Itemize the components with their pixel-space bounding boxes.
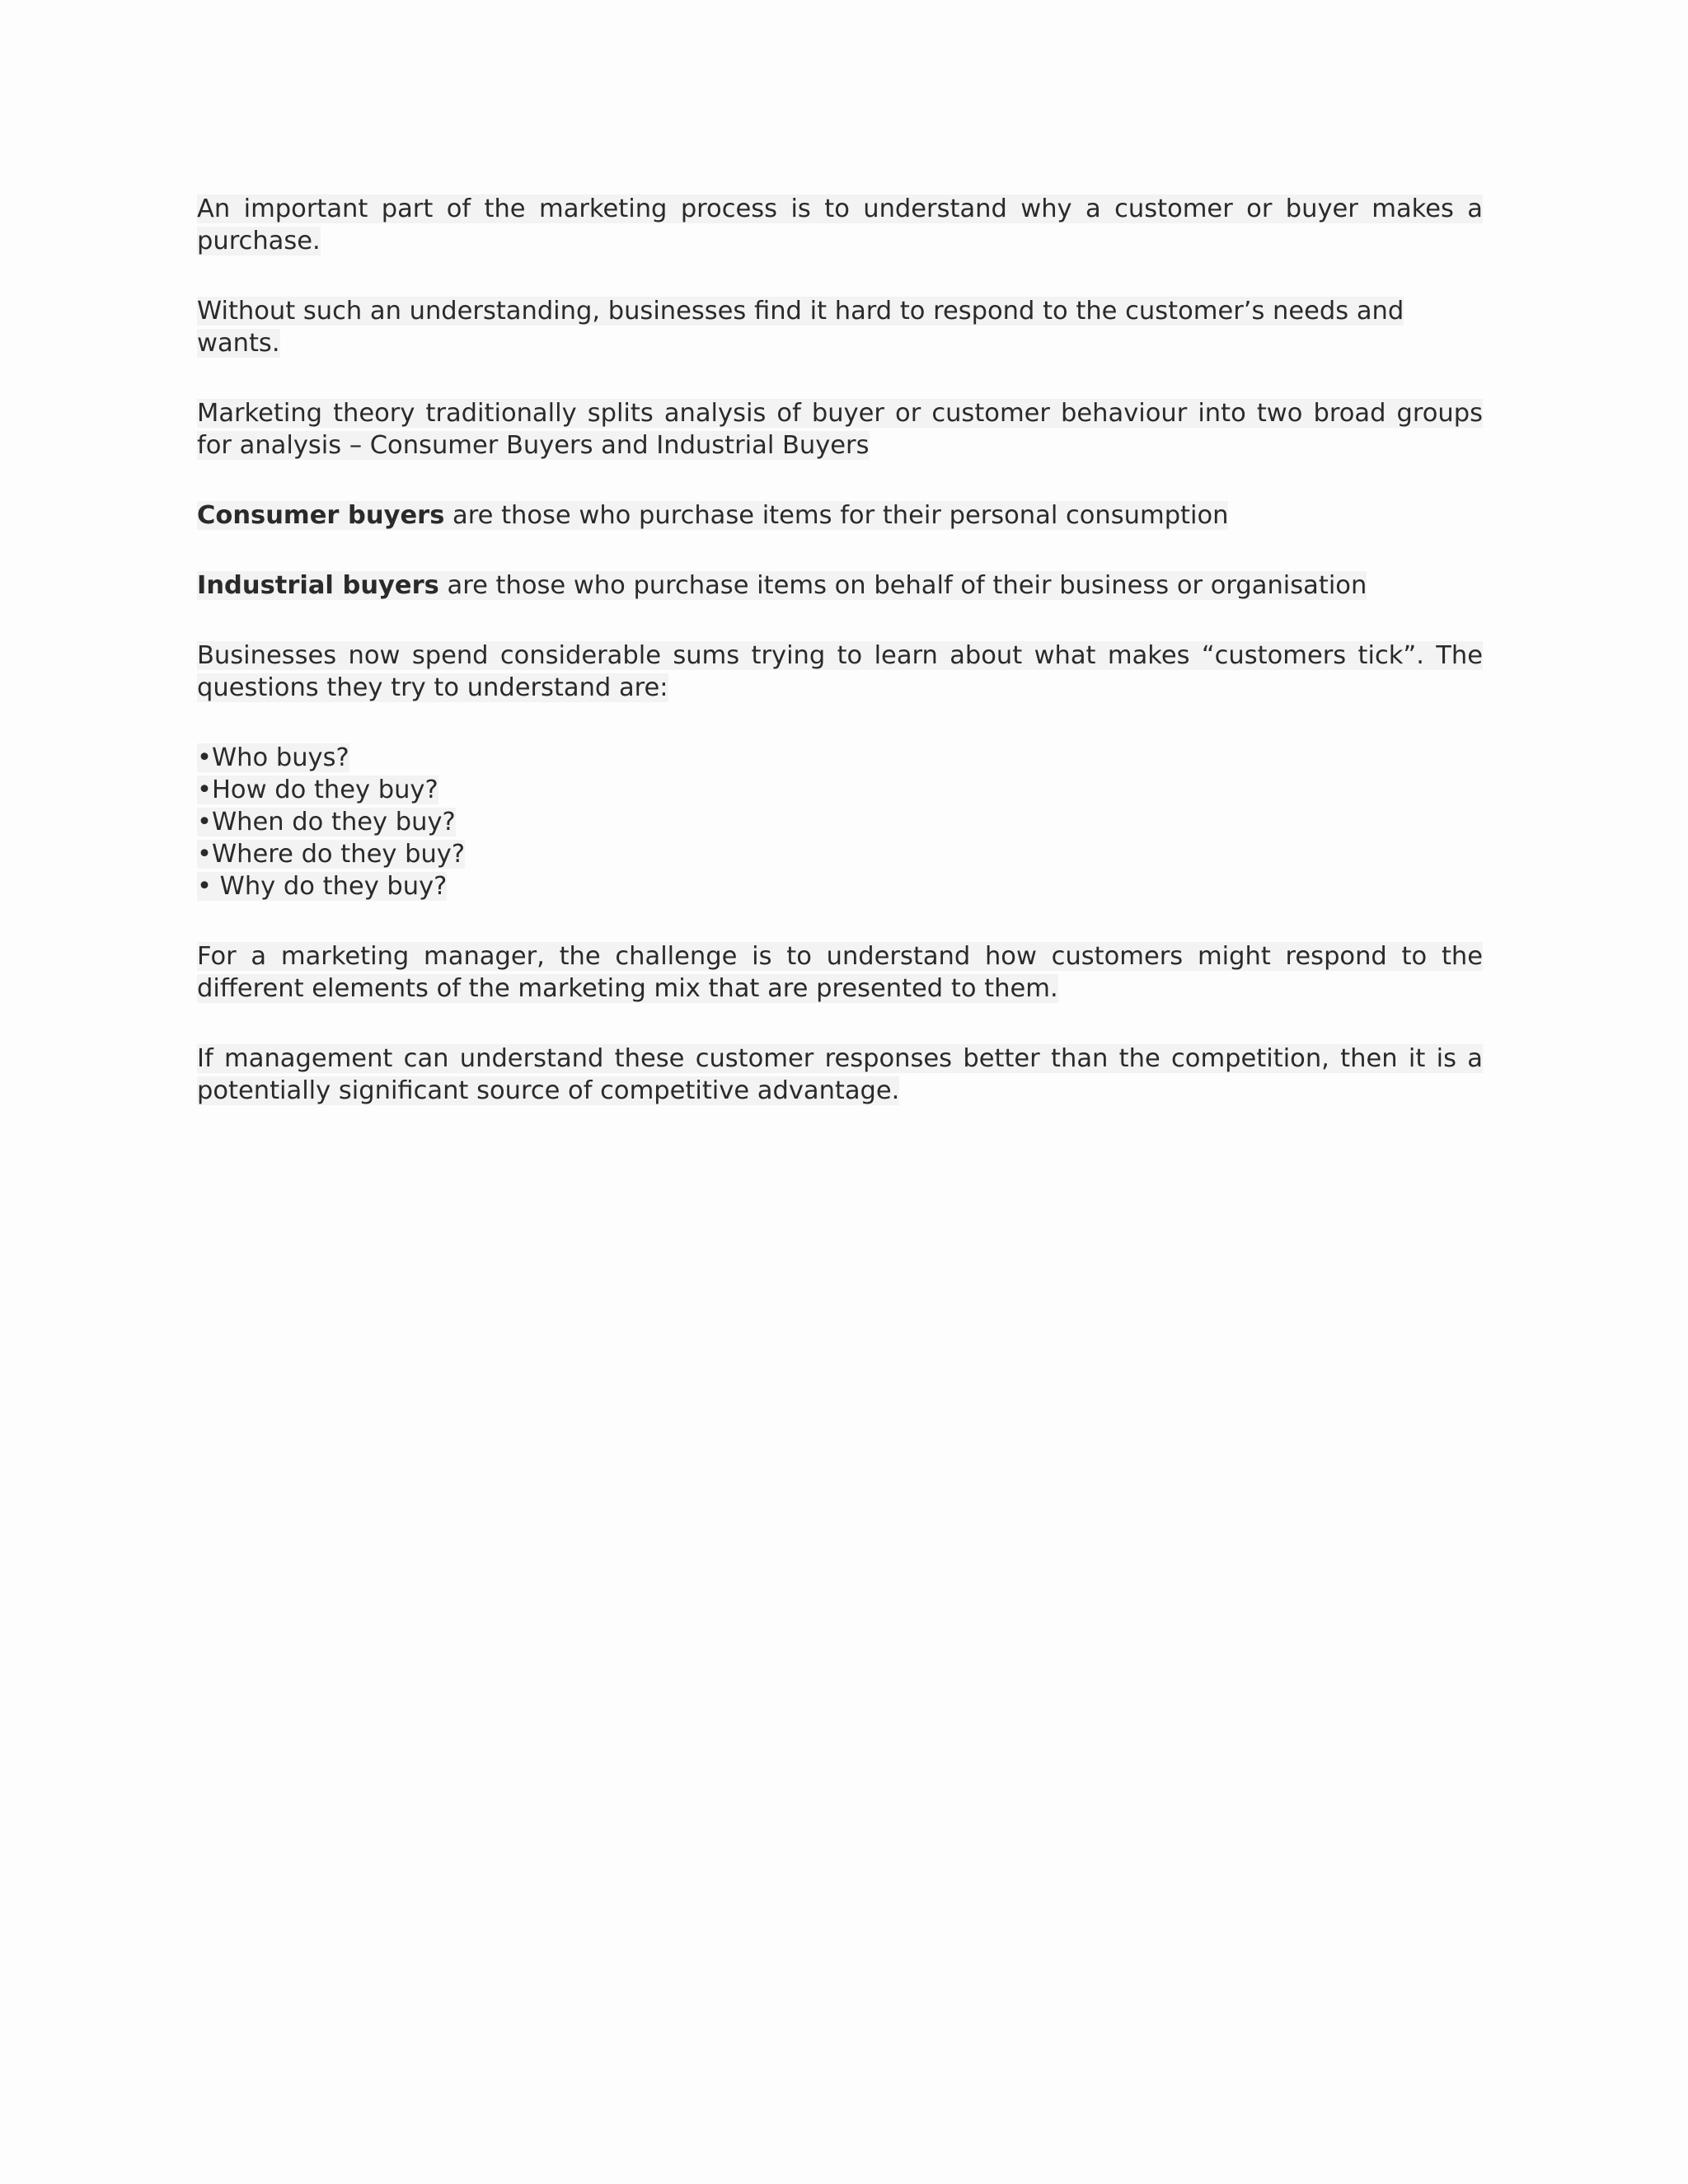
- paragraph-industrial-buyers: [197, 569, 1483, 602]
- list-item: • Why do they buy?: [197, 872, 448, 901]
- document-page: [197, 193, 1483, 1145]
- list-item: •When do they buy?: [197, 808, 456, 837]
- paragraph-marketing-manager: [197, 940, 1483, 1005]
- consumer-buyers-term: Consumer buyers: [197, 501, 445, 530]
- paragraph-questions-intro: [197, 640, 1483, 704]
- list-item: •How do they buy?: [197, 776, 438, 804]
- paragraph-intro-text: An important part of the marketing process is to understand why a customer or buyer makes a purchase.: [197, 194, 1483, 255]
- paragraph-marketing-manager-text: For a marketing manager, the challenge is to understand how customers might respond to the different elements of the marketing mix that are presented to them.: [197, 942, 1483, 1003]
- paragraph-competitive-advantage: [197, 1043, 1483, 1107]
- paragraph-theory: [197, 397, 1483, 462]
- industrial-buyers-term: Industrial buyers: [197, 571, 439, 600]
- paragraph-theory-text: Marketing theory traditionally splits analysis of buyer or customer behaviour into two broad groups for analysis – Consumer Buyers and Industrial Buyers: [197, 399, 1483, 460]
- consumer-buyers-definition: are those who purchase items for their personal consumption: [444, 501, 1229, 530]
- list-item: •Who buys?: [197, 743, 349, 772]
- paragraph-questions-intro-text: Businesses now spend considerable sums trying to learn about what makes “customers tick”. The questions they try to understand are:: [197, 641, 1483, 702]
- paragraph-consumer-buyers: [197, 499, 1483, 532]
- list-item: •Where do they buy?: [197, 840, 466, 869]
- industrial-buyers-definition: are those who purchase items on behalf of their business or organisation: [438, 571, 1367, 600]
- questions-list: [197, 742, 1483, 902]
- paragraph-understanding-text: Without such an understanding, businesses find it hard to respond to the customer’s needs and wants.: [197, 297, 1404, 358]
- paragraph-intro: [197, 193, 1483, 257]
- paragraph-competitive-advantage-text: If management can understand these customer responses better than the competition, then it is a potentially significant source of competitive advantage.: [197, 1044, 1483, 1105]
- paragraph-understanding: [197, 295, 1483, 359]
